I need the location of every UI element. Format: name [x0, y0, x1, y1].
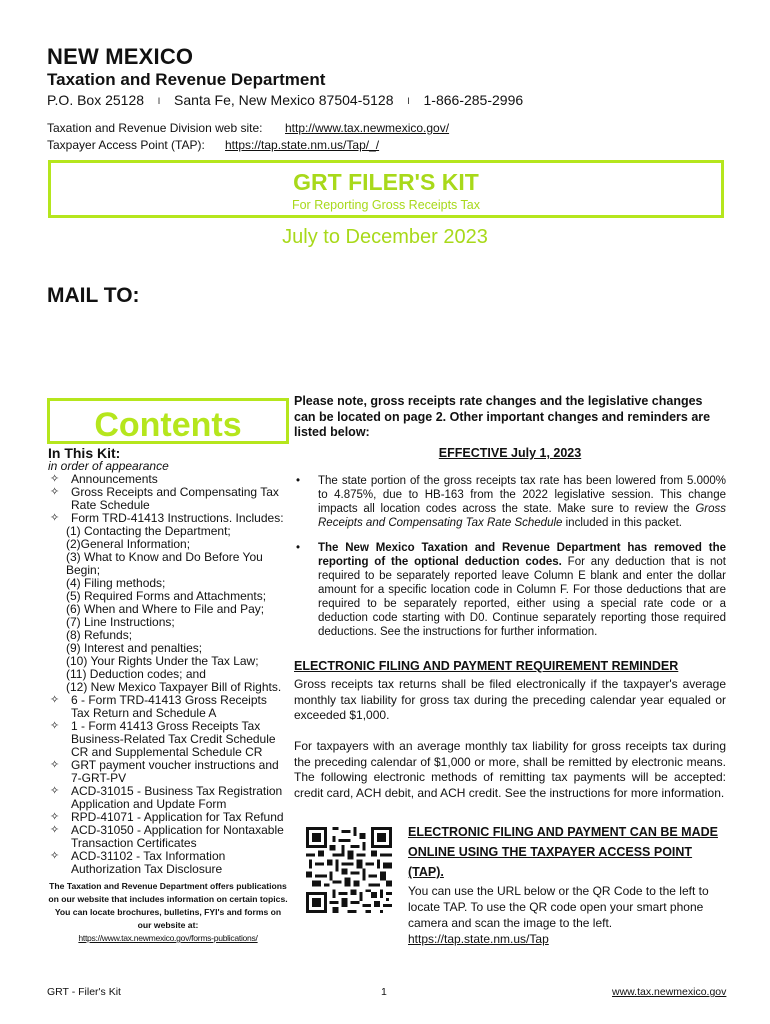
separator: l	[158, 96, 161, 107]
diamond-bullet-icon: ✧	[50, 486, 60, 498]
phone: 1-866-285-2996	[423, 92, 524, 108]
sub-item: (1) Contacting the Department;	[66, 524, 231, 538]
list-item: ✧ 1 - Form 41413 Gross Receipts Tax Business-Related Tax Credit Schedule CR and Supplemental Schedule CR	[50, 719, 276, 759]
kit-period: July to December 2023	[282, 226, 488, 248]
city: Santa Fe, New Mexico 87504-5128	[174, 92, 394, 108]
sub-item: (3) What to Know and Do Before You Begin;	[66, 550, 263, 577]
sub-item: (7) Line Instructions;	[66, 615, 175, 629]
diamond-bullet-icon: ✧	[50, 785, 60, 797]
diamond-bullet-icon: ✧	[50, 850, 60, 862]
sub-item: (10) Your Rights Under the Tax Law;	[66, 654, 259, 668]
sub-item: (9) Interest and penalties;	[66, 641, 203, 655]
diamond-bullet-icon: ✧	[50, 694, 60, 706]
separator: l	[407, 96, 410, 107]
diamond-bullet-icon: ✧	[50, 759, 60, 771]
list-item: ✧ 6 - Form TRD-41413 Gross Receipts Tax Return and Schedule A	[50, 693, 267, 720]
mail-to-label: MAIL TO:	[47, 284, 140, 307]
state-name: NEW MEXICO	[47, 44, 194, 69]
list-item: ✧ ACD-31102 - Tax Information Authorization Tax Disclosure	[50, 849, 226, 876]
efile-paragraph-2: For taxpayers with an average monthly tax liability for gross receipts tax during the preceding calendar of $1,000 or more, shall be remitted by electronic means. The following electronic methods of remitting tax payments will be accepted: credit card, ACH debit, and ACH credit. See the instructions for more information.	[294, 739, 726, 800]
efile-paragraph-1: Gross receipts tax returns shall be filed electronically if the taxpayer's average monthly tax liability for gross tax during the preceding calendar year equaled or exceeded $1,000.	[294, 677, 726, 722]
web-links	[47, 120, 449, 154]
effective-heading: EFFECTIVE July 1, 2023	[438, 446, 582, 460]
list-item: ✧ Form TRD-41413 Instructions. Includes:	[50, 511, 284, 525]
notice-text: The Taxation and Revenue Department offers publications on our website that includes information on certain topics. You can locate brochures, bulletins, FYI's and forms on our website at:	[48, 881, 288, 930]
sub-item: (5) Required Forms and Attachments;	[66, 589, 267, 603]
tap-label: Taxpayer Access Point (TAP):	[47, 138, 205, 152]
website-link[interactable]: http://www.tax.newmexico.gov/	[285, 121, 450, 135]
kit-contents-list	[48, 447, 288, 945]
tap-heading: ELECTRONIC FILING AND PAYMENT CAN BE MADE ONLINE USING THE TAXPAYER ACCESS POINT (TAP).	[408, 825, 718, 879]
diamond-bullet-icon: ✧	[50, 811, 60, 823]
sub-item: (6) When and Where to File and Pay;	[66, 602, 265, 616]
diamond-bullet-icon: ✧	[50, 824, 60, 836]
kit-subtitle: For Reporting Gross Receipts Tax	[291, 198, 481, 212]
bullet-dot-icon: •	[296, 542, 301, 554]
kit-heading: In This Kit:	[48, 445, 121, 461]
kit-title-box	[48, 160, 724, 218]
tap-url-link[interactable]: https://tap.state.nm.us/Tap	[408, 932, 549, 946]
diamond-bullet-icon: ✧	[50, 720, 60, 732]
sub-item: (2)General Information;	[66, 537, 191, 551]
bullet-deduction-codes: • The New Mexico Taxation and Revenue Department has removed the reporting of the optional deduction codes. For any deduction that is not required to be separately reported leave Column E blank and enter the dollar amount for a specific location code in Column F. For those deductions that are required to be separately reported, either using a special rate code or a deduction code starting with D0. Continue separately reporting those required deductions. See the instructions for further information.	[296, 542, 726, 638]
tap-link[interactable]: https://tap.state.nm.us/Tap/_/	[225, 138, 380, 152]
address-line	[47, 92, 523, 108]
announcement-intro: Please note, gross receipts rate changes and the legislative changes can be located on page 2. Other important changes and reminders are listed below:	[294, 394, 711, 439]
sub-item: (11) Deduction codes; and	[66, 667, 206, 681]
contents-title: Contents	[94, 406, 242, 444]
page-number: 1	[381, 986, 387, 998]
bullet-rate-change: • The state portion of the gross receipts tax rate has been lowered from 5.000% to 4.875%, due to HB-163 from the 2022 legislative session. This change impacts all location codes across the state. Make sure to review the Gross Receipts and Compensating Tax Rate Schedule included in this packet.	[296, 475, 726, 529]
bullet-dot-icon: •	[296, 475, 301, 487]
tap-instructions	[408, 883, 728, 947]
publications-notice	[48, 880, 288, 945]
website-label: Taxation and Revenue Division web site:	[47, 121, 263, 135]
footer-title: GRT - Filer's Kit	[47, 986, 121, 998]
list-item: ✧ GRT payment voucher instructions and 7-GRT-PV	[50, 758, 279, 785]
list-item: ✧ ACD-31015 - Business Tax Registration Application and Update Form	[50, 784, 283, 811]
sub-item: (8) Refunds;	[66, 628, 133, 642]
diamond-bullet-icon: ✧	[50, 512, 60, 524]
order-note: in order of appearance	[48, 459, 169, 473]
po-box: P.O. Box 25128	[47, 92, 145, 108]
footer-website-link[interactable]: www.tax.newmexico.gov	[612, 986, 727, 998]
tap-body-text: You can use the URL below or the QR Code to the left to locate TAP. To use the QR code open your smart phone camera and scan the image to the left.	[408, 884, 709, 930]
list-item: ✧ Gross Receipts and Compensating Tax Rate Schedule	[50, 485, 279, 512]
list-item: ✧ RPD-41071 - Application for Tax Refund	[50, 810, 284, 824]
diamond-bullet-icon: ✧	[50, 473, 60, 485]
rate-schedule-title: Gross Receipts and Compensating Tax Rate Schedule	[318, 503, 726, 529]
qr-code-icon[interactable]	[306, 827, 392, 913]
department-name: Taxation and Revenue Department	[47, 70, 326, 89]
kit-title: GRT FILER'S KIT	[293, 169, 479, 195]
list-item: ✧ ACD-31050 - Application for Nontaxable Transaction Certificates	[50, 823, 284, 850]
efile-heading: ELECTRONIC FILING AND PAYMENT REQUIREMENT REMINDER	[294, 659, 679, 673]
list-item: ✧ Announcements	[50, 472, 158, 486]
publications-link[interactable]: https://www.tax.newmexico.gov/forms-publications/	[78, 933, 258, 943]
contents-box	[47, 398, 289, 444]
sub-item: (4) Filing methods;	[66, 576, 166, 590]
sub-item: (12) New Mexico Taxpayer Bill of Rights.	[66, 680, 282, 694]
